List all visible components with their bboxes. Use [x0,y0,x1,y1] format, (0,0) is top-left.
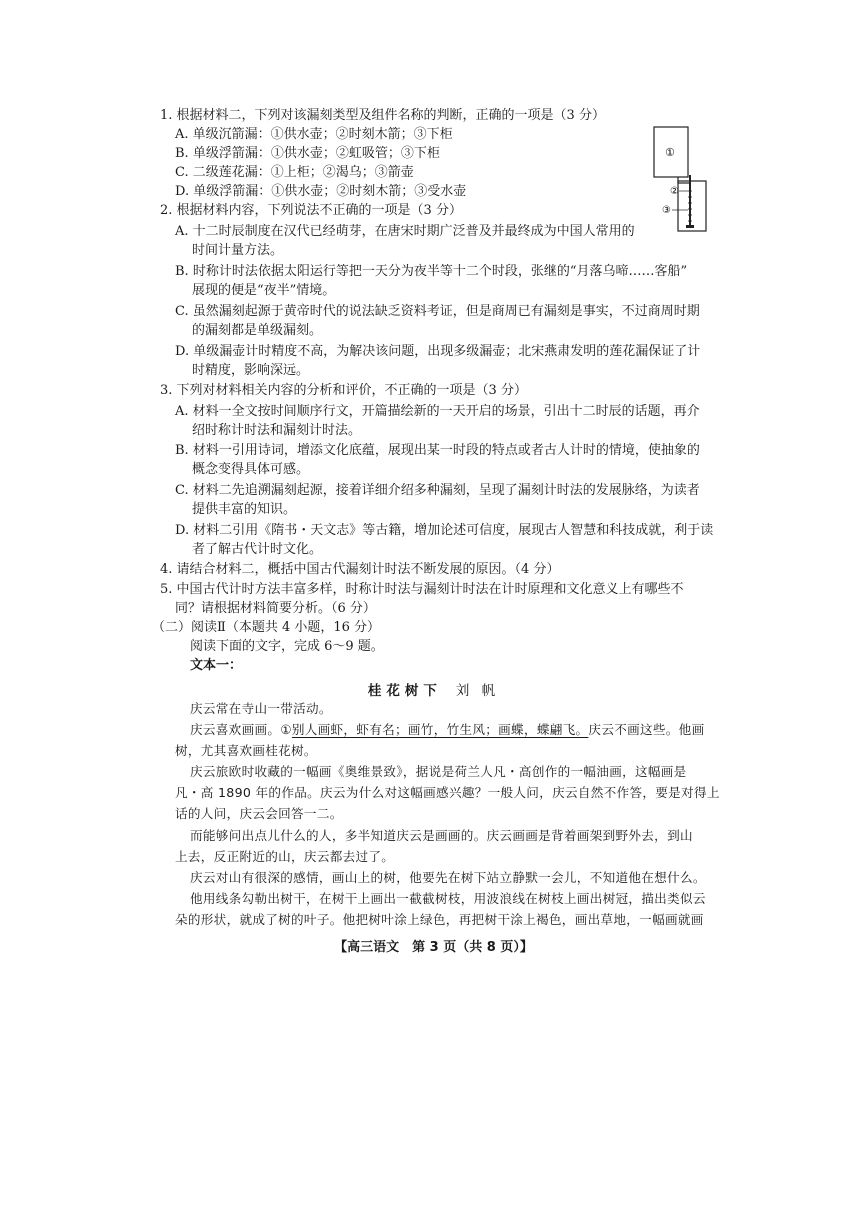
story-paragraph-3-line2: 凡・高 1890 年的作品。庆云为什么对这幅画感兴趣？一般人问，庆云自然不作答，要是对得上 [175,785,720,800]
receiving-vessel [678,181,706,231]
q5-stem-line1: 5. 中国古代计时方法丰富多样，时称计时法与漏刻计时法在计时原理和文化意义上有哪些不 [160,582,684,597]
story-paragraph-4-line2: 上去，反正附近的山，庆云都去过了。 [175,849,395,864]
q3-option-a-line2: 绍时称计时法和漏刻计时法。 [192,423,362,438]
story-title: 桂花树下 [367,683,442,699]
water-clock-diagram [648,125,728,235]
q4-stem: 4. 请结合材料二，概括中国古代漏刻计时法不断发展的原因。（4 分） [160,562,560,577]
story-author: 刘 帆 [455,683,500,699]
diagram-label-3: ③ [662,205,671,216]
q2-option-d-line1: D. 单级漏壶计时精度不高，为解决该问题，出现多级漏壶；北宋燕肃发明的莲花漏保证了计 [175,344,701,359]
q3-option-b-line2: 概念变得具体可感。 [192,462,310,477]
q3-option-b-line1: B. 材料一引用诗词，增添文化底蕴，展现出某一时段的特点或者古人计时的情境，使抽象的 [175,443,700,458]
story-title-line [0,679,867,699]
q1-stem: 1. 根据材料二，下列对该漏刻类型及组件名称的判断，正确的一项是（3 分） [160,108,605,123]
diagram-label-1: ① [665,146,675,159]
q5-stem-line2: 同？请根据材料简要分析。（6 分） [175,601,376,616]
q3-option-c-line1: C. 材料二先追溯漏刻起源，接着详细介绍多种漏刻，呈现了漏刻计时法的发展脉络，为读者 [175,483,700,498]
q1-option-a: A. 单级沉箭漏：①供水壶；②时刻木箭；③下柜 [175,127,453,142]
page-footer: 【高三语文 第 3 页（共 8 页）】 [334,940,533,955]
story-paragraph-1: 庆云常在寺山一带活动。 [190,701,332,716]
q1-option-c: C. 二级莲花漏：①上柜；②渴乌；③箭壶 [175,165,414,180]
q2-option-c-line1: C. 虽然漏刻起源于黄帝时代的说法缺乏资料考证，但是商周已有漏刻是事实，不过商周时期 [175,304,700,319]
q3-option-d-line2: 者了解古代计时文化。 [192,542,323,557]
q2-option-c-line2: 的漏刻都是单级漏刻。 [192,323,323,338]
q1-option-b: B. 单级浮箭漏：①供水壶；②虹吸管；③下柜 [175,146,440,161]
q1-option-d: D. 单级浮箭漏：①供水壶；②时刻木箭；③受水壶 [175,184,467,199]
q2-option-a-line2: 时间计量方法。 [192,243,284,258]
q3-option-d-line1: D. 材料二引用《隋书・天文志》等古籍，增加论述可信度，展现古人智慧和科技成就，利于读 [175,523,714,538]
q3-stem: 3. 下列对材料相关内容的分析和评价，不正确的一项是（3 分） [160,383,527,398]
q2-stem: 2. 根据材料内容，下列说法不正确的一项是（3 分） [160,203,462,218]
q2-option-a-line1: A. 十二时辰制度在汉代已经萌芽，在唐宋时期广泛普及并最终成为中国人常用的 [175,224,635,239]
float [686,225,694,228]
q2-option-d-line2: 时精度，影响深远。 [192,363,310,378]
story-paragraph-5: 庆云对山有很深的感情，画山上的树，他要先在树下站立静默一会儿，不知道他在想什么。 [190,870,706,885]
underlined-sentence-1: 别人画虾，虾有名；画竹，竹生风；画蝶，蝶翩飞。 [291,722,589,737]
story-paragraph-2-line2: 树，尤其喜欢画桂花树。 [175,743,317,758]
story-paragraph-3-line3: 话的人问，庆云会回答一二。 [175,806,343,821]
q2-option-b-line1: B. 时称计时法依据太阳运行等把一天分为夜半等十二个时段，张继的“月落乌啼……客船” [175,264,688,279]
section-instruction: 阅读下面的文字，完成 6～9 题。 [190,639,384,654]
q3-option-a-line1: A. 材料一全文按时间顺序行文，开篇描绘新的一天开启的场景，引出十二时辰的话题，再介 [175,404,700,419]
diagram-label-2: ② [670,186,679,197]
section-heading: （二）阅读Ⅱ（本题共 4 小题，16 分） [152,620,381,635]
story-paragraph-2-line1: 庆云喜欢画画。①别人画虾，虾有名；画竹，竹生风；画蝶，蝶翩飞。庆云不画这些。他画 [190,722,705,737]
story-paragraph-6-line2: 朵的形状，就成了树的叶子。他把树叶涂上绿色，再把树干涂上褐色，画出草地，一幅画就画 [175,912,704,927]
story-paragraph-4-line1: 而能够问出点儿什么的人，多半知道庆云是画画的。庆云画画是背着画架到野外去，到山 [190,828,693,843]
story-paragraph-6-line1: 他用线条勾勒出树干，在树干上画出一截截树枝，用波浪线在树枝上画出树冠，描出类似云 [190,891,706,906]
text-one-label: 文本一： [190,658,243,673]
q2-option-b-line2: 展现的便是“夜半”情境。 [192,283,336,298]
story-paragraph-3-line1: 庆云旅欧时收藏的一幅画《奥维景致》，据说是荷兰人凡・高创作的一幅油画，这幅画是 [190,764,687,779]
q3-option-c-line2: 提供丰富的知识。 [192,502,297,517]
